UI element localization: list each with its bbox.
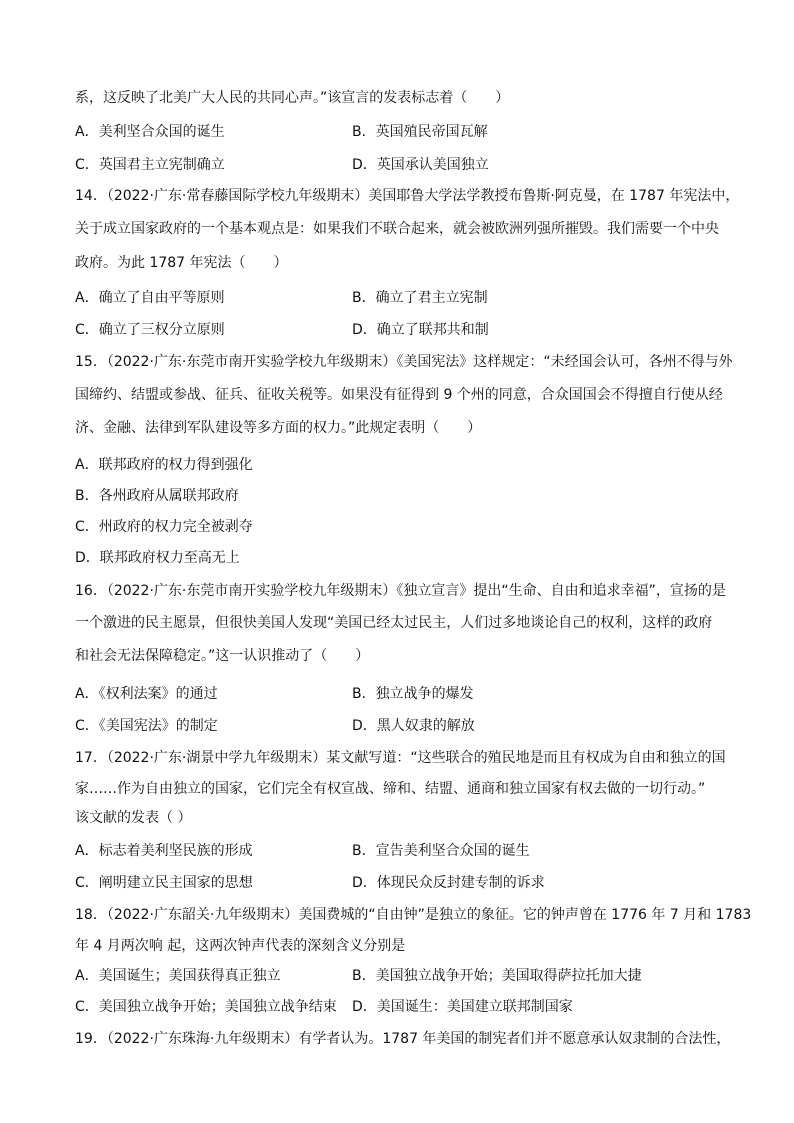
q14-option-c: C．确立了三权分立原则 bbox=[75, 322, 225, 338]
q18-option-c: C．美国独立战争开始；美国独立战争结束 bbox=[75, 999, 337, 1015]
q18-stem-line-2: 年 4 月两次响 起，这两次钟声代表的深刻含义分别是 bbox=[75, 938, 406, 954]
q15-option-a: A．联邦政府的权力得到强化 bbox=[75, 457, 253, 473]
q15-option-b: B．各州政府从属联邦政府 bbox=[75, 488, 239, 504]
q14-option-b: B．确立了君主立宪制 bbox=[352, 290, 488, 306]
q14-stem-line-2: 关于成立国家政府的一个基本观点是：如果我们不联合起来，就会被欧洲列强所摧毁。我们需要一个中央 bbox=[75, 221, 719, 237]
q13-option-a: A．美利坚合众国的诞生 bbox=[75, 124, 225, 140]
q16-option-a: A．《权利法案》的通过 bbox=[75, 686, 218, 702]
q16-stem-line-3: 和社会无法保障稳定。”这一认识推动了（ ） bbox=[75, 648, 370, 664]
q18-option-b: B．美国独立战争开始；美国取得萨拉托加大捷 bbox=[352, 968, 642, 984]
q16-option-c: C．《美国宪法》的制定 bbox=[75, 718, 218, 734]
q15-stem-line-2: 国缔约、结盟或参战、征兵、征收关税等。如果没有征得到 9 个州的同意，合众国国会不得擅自行使从经 bbox=[75, 387, 723, 403]
question-13-stem-line: 系，这反映了北美广大人民的共同心声。”该宣言的发表标志着（ ） bbox=[75, 90, 510, 106]
q15-option-d: D．联邦政府权力至高无上 bbox=[75, 550, 240, 566]
q17-option-b: B．宣告美利坚合众国的诞生 bbox=[352, 843, 530, 859]
q13-option-d: D．英国承认美国独立 bbox=[352, 157, 489, 173]
q17-stem-line-1: 17．（2022·广东·湖景中学九年级期末）某文献写道：“这些联合的殖民地是而且有权成为自由和独立的国 bbox=[75, 750, 726, 766]
q14-stem-line-1: 14．（2022·广东·常春藤国际学校九年级期末）美国耶鲁大学法学教授布鲁斯·阿克曼，在 1787 年宪法中， bbox=[75, 188, 740, 204]
q17-stem-line-2: 家……作为自由独立的国家，它们完全有权宣战、缔和、结盟、通商和独立国家有权去做的一切行动。” bbox=[75, 781, 706, 797]
q15-stem-line-1: 15．（2022·广东·东莞市南开实验学校九年级期末）《美国宪法》这样规定：“未经国会认可，各州不得与外 bbox=[75, 354, 733, 370]
q17-option-c: C．阐明建立民主国家的思想 bbox=[75, 875, 253, 891]
q16-stem-line-2: 一个激进的民主愿景，但很快美国人发现“美国已经太过民主，人们过多地谈论自己的权利，这样的政府 bbox=[75, 615, 713, 631]
q14-option-a: A．确立了自由平等原则 bbox=[75, 290, 225, 306]
q14-stem-line-3: 政府。为此 1787 年宪法（ ） bbox=[75, 255, 288, 271]
q18-option-a: A．美国诞生；美国获得真正独立 bbox=[75, 968, 281, 984]
q16-stem-line-1: 16．（2022·广东·东莞市南开实验学校九年级期末）《独立宣言》提出“生命、自由和追求幸福”，宣扬的是 bbox=[75, 583, 726, 599]
q18-option-d: D．美国诞生：美国建立联邦制国家 bbox=[352, 999, 573, 1015]
q17-stem-line-3: 该文献的发表（ ） bbox=[75, 810, 192, 826]
q18-stem-line-1: 18．（2022·广东韶关·九年级期末）美国费城的“自由钟”是独立的象征。它的钟声曾在 1776 年 7 月和 1783 bbox=[75, 907, 752, 923]
q13-option-b: B．英国殖民帝国瓦解 bbox=[352, 124, 488, 140]
q15-stem-line-3: 济、金融、法律到军队建设等多方面的权力。”此规定表明（ ） bbox=[75, 420, 482, 436]
q17-option-d: D．体现民众反封建专制的诉求 bbox=[352, 875, 545, 891]
q14-option-d: D．确立了联邦共和制 bbox=[352, 322, 489, 338]
q13-option-c: C．英国君主立宪制确立 bbox=[75, 157, 225, 173]
q15-option-c: C．州政府的权力完全被剥夺 bbox=[75, 519, 253, 535]
q16-option-b: B．独立战争的爆发 bbox=[352, 686, 474, 702]
q16-option-d: D．黑人奴隶的解放 bbox=[352, 718, 475, 734]
q19-stem-line-1: 19．（2022·广东珠海·九年级期末）有学者认为。1787 年美国的制宪者们并不愿意承认奴隶制的合法性， bbox=[75, 1031, 731, 1047]
q17-option-a: A．标志着美利坚民族的形成 bbox=[75, 843, 253, 859]
